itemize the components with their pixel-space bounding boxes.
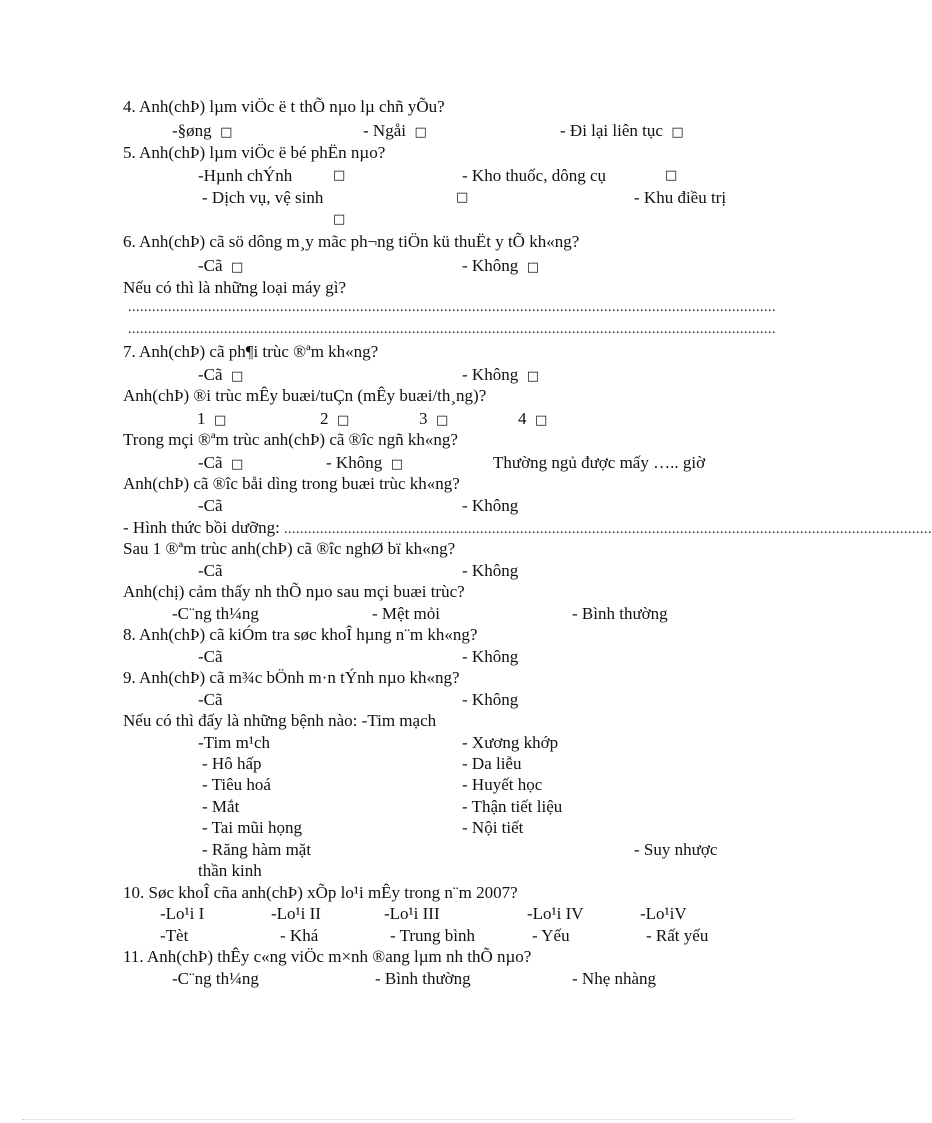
checkbox-icon[interactable]: □: [231, 457, 244, 472]
q7-sub6-opt2[interactable]: - Mệt mỏi: [372, 604, 440, 623]
checkbox-icon[interactable]: □: [390, 457, 403, 472]
disease-item[interactable]: - Huyết học: [462, 775, 543, 794]
disease-item[interactable]: - Suy nhược: [634, 840, 718, 859]
q11-question: 11. Anh(chÞ) thÊy c«ng viÖc m×nh ®ang lµm nh thÕ nµo?: [123, 947, 532, 966]
q4-option-standing[interactable]: [172, 121, 232, 143]
answer-dotted-line[interactable]: ..................................................................................................................................................................: [128, 300, 776, 315]
q8-opt2[interactable]: - Không: [462, 647, 519, 666]
q7-sub3-opt1[interactable]: -Cã: [198, 496, 223, 515]
q7-sub2: Trong mçi ®ªm trùc anh(chÞ) cã ®îc ngñ kh«ng?: [123, 430, 458, 449]
checkbox-icon[interactable]: □: [231, 369, 244, 384]
checkbox-icon[interactable]: □: [665, 168, 678, 183]
q5-opt2-label: - Kho thuốc, dông cụ: [462, 166, 607, 185]
checkbox-icon[interactable]: □: [414, 125, 427, 140]
disease-item[interactable]: -Tim m¹ch: [198, 733, 271, 752]
q10-rank-option[interactable]: -Lo¹i II: [271, 904, 321, 923]
disease-item-continued: thần kinh: [198, 861, 262, 880]
q11-opt2[interactable]: - Bình thường: [375, 969, 471, 988]
checkbox-icon[interactable]: □: [456, 190, 469, 205]
q7-question: 7. Anh(chÞ) cã ph¶i trùc ®ªm kh«ng?: [123, 342, 379, 361]
checkbox-icon[interactable]: □: [333, 168, 346, 183]
answer-dotted-line[interactable]: ..................................................................................................................................................................: [284, 522, 932, 537]
q10-grade-option[interactable]: -Tèt: [160, 926, 189, 945]
disease-item[interactable]: - Răng hàm mặt: [202, 840, 312, 859]
checkbox-icon[interactable]: □: [535, 413, 548, 428]
checkbox-icon[interactable]: □: [337, 413, 350, 428]
q10-rank-option[interactable]: -Lo¹i III: [384, 904, 440, 923]
disease-item[interactable]: - Hô hấp: [202, 754, 262, 773]
freq-label: 4: [518, 409, 527, 428]
q4-opt2-label: - Ngåi: [363, 121, 406, 140]
q5-question: 5. Anh(chÞ) lµm viÖc ë bé phËn nµo?: [123, 143, 386, 162]
q4-opt3-label: - Đi lại liên tục: [560, 121, 663, 140]
q7-freq-4[interactable]: [518, 409, 547, 431]
freq-label: 1: [197, 409, 206, 428]
q10-grade-option[interactable]: - Yếu: [532, 926, 570, 945]
q10-rank-option[interactable]: -Lo¹i I: [160, 904, 205, 923]
q7-option-yes[interactable]: [198, 365, 243, 387]
disease-item[interactable]: - Tai mũi họng: [202, 818, 303, 837]
q10-question: 10. Søc khoÎ cña anh(chÞ) xÕp lo¹i mÊy trong n¨m 2007?: [123, 883, 518, 902]
q7-sub4-label: - Hình thức bồi dưỡng:: [123, 518, 285, 537]
freq-label: 3: [419, 409, 428, 428]
q7-option-no[interactable]: [462, 365, 539, 387]
checkbox-icon[interactable]: □: [333, 212, 346, 227]
q7-sub2-opt1-label: -Cã: [198, 453, 223, 472]
q9-opt1[interactable]: -Cã: [198, 690, 223, 709]
q6-opt2-label: - Không: [462, 256, 519, 275]
q11-opt3[interactable]: - Nhẹ nhàng: [572, 969, 657, 988]
q6-option-no[interactable]: [462, 256, 539, 278]
q10-grade-option[interactable]: - Khá: [280, 926, 319, 945]
q7-sub6-opt1[interactable]: -C¨ng th¼ng: [172, 604, 259, 623]
q10-rank-option[interactable]: -Lo¹i IV: [527, 904, 584, 923]
q7-sub2-option-no[interactable]: [326, 453, 403, 475]
q6-opt1-label: -Cã: [198, 256, 223, 275]
q7-freq-3[interactable]: [419, 409, 448, 431]
q5-opt4-label: - Khu điều trị: [634, 188, 727, 207]
checkbox-icon[interactable]: □: [231, 260, 244, 275]
q10-grade-option[interactable]: - Rất yếu: [646, 926, 709, 945]
q10-grade-option[interactable]: - Trung bình: [390, 926, 476, 945]
q5-opt3-label: - Dịch vụ, vệ sinh: [202, 188, 324, 207]
q5-opt1-label: -Hµnh chÝnh: [198, 166, 293, 185]
q7-sub3-opt2[interactable]: - Không: [462, 496, 519, 515]
checkbox-icon[interactable]: □: [220, 125, 233, 140]
q7-sub3: Anh(chÞ) cã ®îc båi dìng trong buæi trùc kh«ng?: [123, 474, 460, 493]
disease-item[interactable]: - Thận tiết liệu: [462, 797, 563, 816]
q7-sub5-opt2[interactable]: - Không: [462, 561, 519, 580]
answer-dotted-line[interactable]: ..................................................................................................................................................................: [128, 322, 776, 337]
q11-opt1[interactable]: -C¨ng th¼ng: [172, 969, 259, 988]
checkbox-icon[interactable]: □: [671, 125, 684, 140]
q7-sub5-opt1[interactable]: -Cã: [198, 561, 223, 580]
checkbox-icon[interactable]: □: [436, 413, 449, 428]
page-footer-divider: [22, 1119, 794, 1120]
q10-rank-option[interactable]: -Lo¹iV: [640, 904, 687, 923]
q9-opt2[interactable]: - Không: [462, 690, 519, 709]
q7-sub5: Sau 1 ®ªm trùc anh(chÞ) cã ®îc nghØ bï kh«ng?: [123, 539, 456, 558]
q6-question: 6. Anh(chÞ) cã sö dông m¸y mãc ph¬ng tiÖn kü thuËt y tÕ kh«ng?: [123, 232, 580, 251]
q8-opt1[interactable]: -Cã: [198, 647, 223, 666]
q7-opt1-label: -Cã: [198, 365, 223, 384]
q9-question: 9. Anh(chÞ) cã m¾c bÖnh m·n tÝnh nµo kh«ng?: [123, 668, 460, 687]
disease-item[interactable]: - Mắt: [202, 797, 240, 816]
q8-question: 8. Anh(chÞ) cã kiÓm tra søc khoÎ hµng n¨m kh«ng?: [123, 625, 478, 644]
q7-freq-2[interactable]: [320, 409, 349, 431]
disease-item[interactable]: - Nội tiết: [462, 818, 524, 837]
q7-sub6: Anh(chị) cảm thấy nh thÕ nµo sau mçi buæi trùc?: [123, 582, 465, 601]
q7-sub2-option-yes[interactable]: [198, 453, 243, 475]
q7-sub2-opt3: Thường ngủ được mấy ….. giờ: [493, 453, 706, 472]
q4-question: 4. Anh(chÞ) lµm viÖc ë t thÕ nµo lµ chñ yÕu?: [123, 97, 445, 116]
checkbox-icon[interactable]: □: [526, 260, 539, 275]
q4-option-sitting[interactable]: [363, 121, 427, 143]
q7-freq-1[interactable]: [197, 409, 226, 431]
q4-option-moving[interactable]: [560, 121, 684, 143]
checkbox-icon[interactable]: □: [214, 413, 227, 428]
q7-sub6-opt3[interactable]: - Bình thường: [572, 604, 668, 623]
q6-option-yes[interactable]: [198, 256, 243, 278]
checkbox-icon[interactable]: □: [526, 369, 539, 384]
q6-followup: Nếu có thì là những loại máy gì?: [123, 278, 347, 297]
q7-sub4-line[interactable]: [123, 518, 932, 540]
q7-opt2-label: - Không: [462, 365, 519, 384]
q7-sub2-opt2-label: - Không: [326, 453, 383, 472]
disease-item[interactable]: - Xương khớp: [462, 733, 559, 752]
q4-opt1-label: -§øng: [172, 121, 212, 140]
disease-item[interactable]: - Da liễu: [462, 754, 522, 773]
q7-sub1: Anh(chÞ) ®i trùc mÊy buæi/tuÇn (mÊy buæi/th¸ng)?: [123, 386, 487, 405]
q9-followup: Nếu có thì đấy là những bệnh nào: -Tim mạch: [123, 711, 437, 730]
freq-label: 2: [320, 409, 329, 428]
disease-item[interactable]: - Tiêu hoá: [202, 775, 271, 794]
